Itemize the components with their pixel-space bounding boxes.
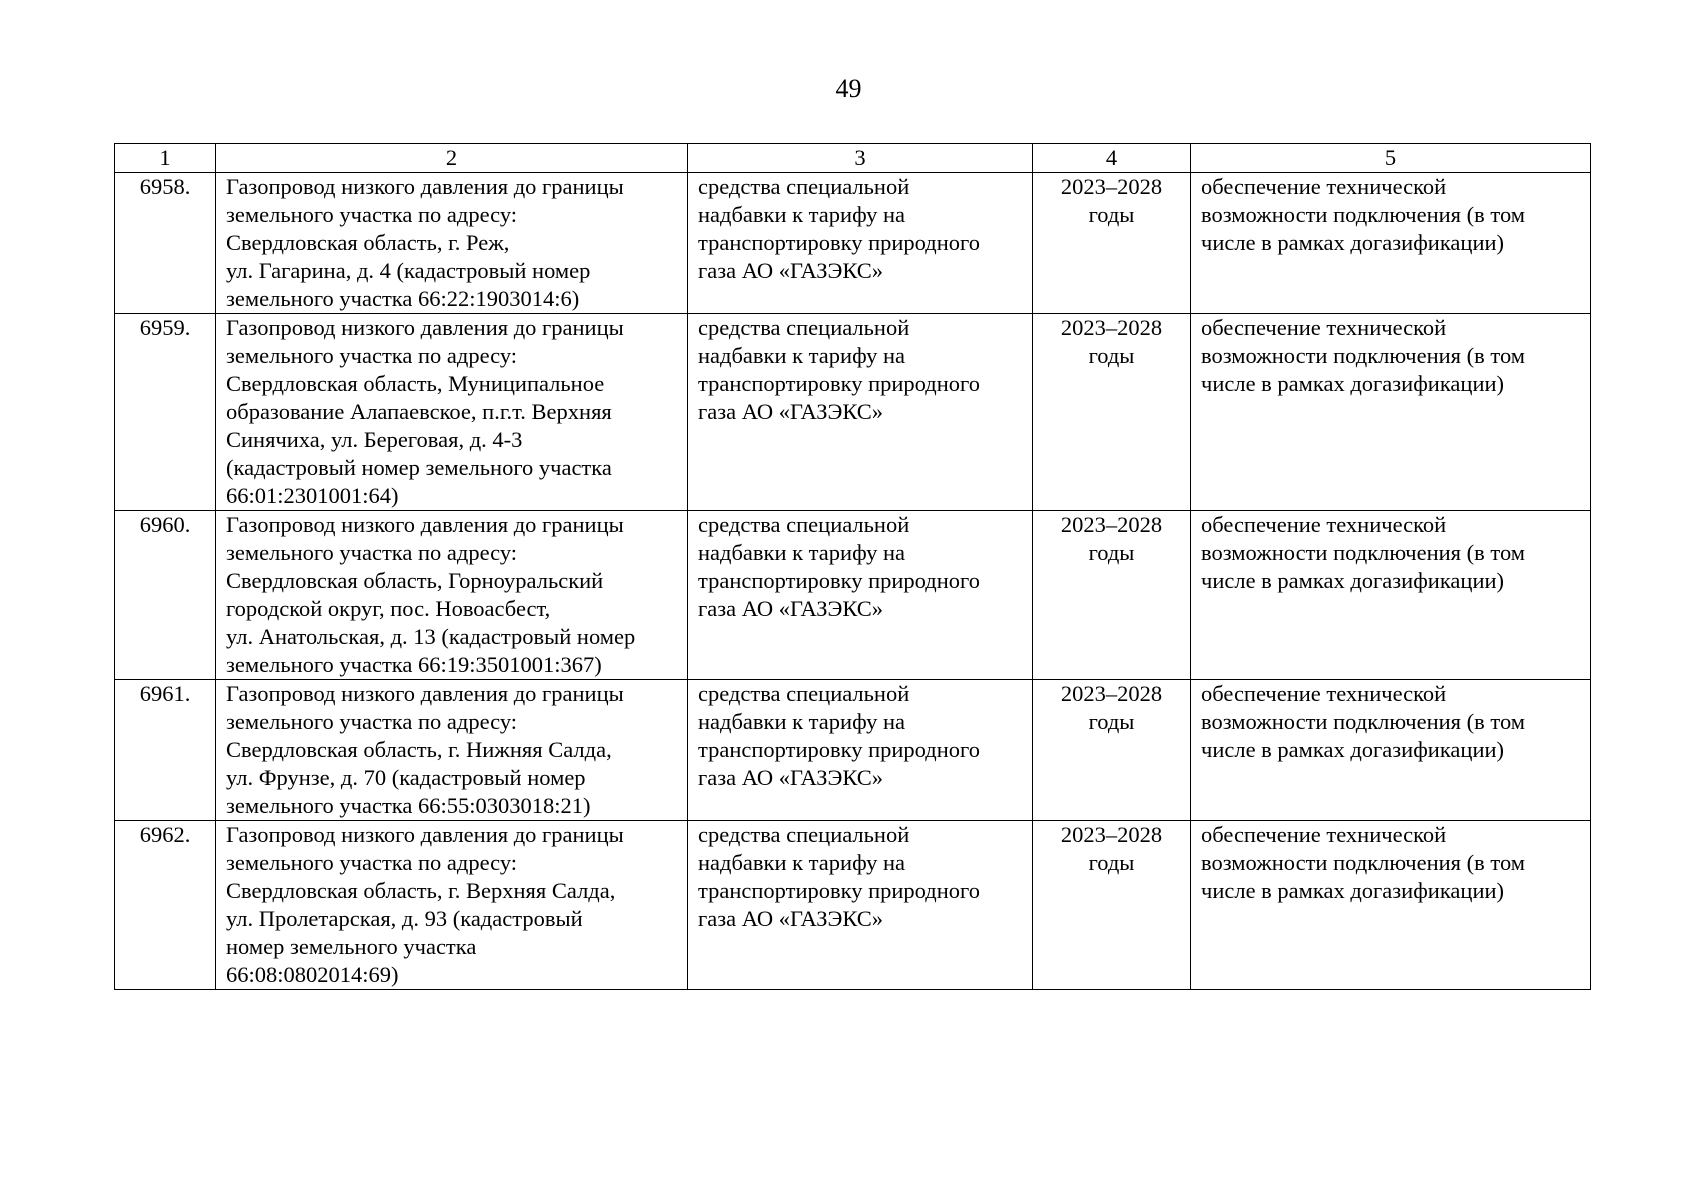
- purpose: обеспечение технической возможности подключения (в том числе в рамках догазификации): [1201, 174, 1525, 255]
- header-cell-2: 2: [216, 144, 688, 173]
- object-name: Газопровод низкого давления до границы земельного участка по адресу: Свердловская область, г. Верхняя Салда, ул. Пролетарская, д. 93 (кадастровый номер земельного участка 66:08:0802014:69): [226, 822, 624, 987]
- funding-source: средства специальной надбавки к тарифу на транспортировку природного газа АО «ГАЗЭКС»: [698, 315, 980, 424]
- object-name: Газопровод низкого давления до границы земельного участка по адресу: Свердловская область, г. Реж, ул. Гагарина, д. 4 (кадастровый номер земельного участка 66:22:1903014:6): [226, 174, 624, 311]
- term-cell: [1033, 821, 1191, 990]
- header-row: [115, 144, 1591, 173]
- table-row: [115, 821, 1591, 990]
- row-number: 6961.: [139, 681, 191, 706]
- term: 2023–2028 годы: [1060, 174, 1163, 227]
- header-cell-4: 4: [1033, 144, 1191, 173]
- funding-source: средства специальной надбавки к тарифу на транспортировку природного газа АО «ГАЗЭКС»: [698, 174, 980, 283]
- purpose-cell: [1191, 314, 1591, 511]
- header-cell-3: 3: [688, 144, 1033, 173]
- row-number-cell: [115, 680, 216, 821]
- funding-source: средства специальной надбавки к тарифу на транспортировку природного газа АО «ГАЗЭКС»: [698, 512, 980, 621]
- funding-source: средства специальной надбавки к тарифу на транспортировку природного газа АО «ГАЗЭКС»: [698, 822, 980, 931]
- purpose: обеспечение технической возможности подключения (в том числе в рамках догазификации): [1201, 512, 1525, 593]
- table-row: [115, 511, 1591, 680]
- term: 2023–2028 годы: [1060, 822, 1163, 875]
- object-name-cell: [216, 314, 688, 511]
- header-cell-5: 5: [1191, 144, 1591, 173]
- object-name-cell: [216, 511, 688, 680]
- funding-source-cell: [688, 314, 1033, 511]
- purpose-cell: [1191, 821, 1591, 990]
- object-name-cell: [216, 680, 688, 821]
- object-name-cell: [216, 173, 688, 314]
- row-number: 6960.: [139, 512, 191, 537]
- investment-table: [114, 143, 1591, 990]
- object-name: Газопровод низкого давления до границы земельного участка по адресу: Свердловская область, г. Нижняя Салда, ул. Фрунзе, д. 70 (кадастровый номер земельного участка 66:55:0303018:21): [226, 681, 624, 818]
- term-cell: [1033, 680, 1191, 821]
- term: 2023–2028 годы: [1060, 315, 1163, 368]
- row-number-cell: [115, 173, 216, 314]
- row-number-cell: [115, 821, 216, 990]
- purpose-cell: [1191, 511, 1591, 680]
- funding-source-cell: [688, 680, 1033, 821]
- table-row: [115, 680, 1591, 821]
- funding-source-cell: [688, 511, 1033, 680]
- page-number: 49: [835, 74, 862, 103]
- table-row: [115, 173, 1591, 314]
- funding-source: средства специальной надбавки к тарифу на транспортировку природного газа АО «ГАЗЭКС»: [698, 681, 980, 790]
- row-number: 6962.: [139, 822, 191, 847]
- term-cell: [1033, 173, 1191, 314]
- object-name-cell: [216, 821, 688, 990]
- funding-source-cell: [688, 173, 1033, 314]
- purpose: обеспечение технической возможности подключения (в том числе в рамках догазификации): [1201, 315, 1525, 396]
- term-cell: [1033, 314, 1191, 511]
- purpose-cell: [1191, 173, 1591, 314]
- row-number: 6959.: [139, 315, 191, 340]
- table-row: [115, 314, 1591, 511]
- purpose-cell: [1191, 680, 1591, 821]
- object-name: Газопровод низкого давления до границы земельного участка по адресу: Свердловская область, Горноуральский городской округ, пос. Новоасбест, ул. Анатольская, д. 13 (кадастровый номер земельного участка 66:19:3501001:367): [226, 512, 636, 677]
- object-name: Газопровод низкого давления до границы земельного участка по адресу: Свердловская область, Муниципальное образование Алапаевское, п.г.т. Верхняя Синячиха, ул. Береговая, д. 4-3 (кадастровый номер земельного участка 66:01:2301001:64): [226, 315, 624, 508]
- funding-source-cell: [688, 821, 1033, 990]
- row-number-cell: [115, 314, 216, 511]
- purpose: обеспечение технической возможности подключения (в том числе в рамках догазификации): [1201, 681, 1525, 762]
- term: 2023–2028 годы: [1060, 681, 1163, 734]
- term: 2023–2028 годы: [1060, 512, 1163, 565]
- header-cell-1: 1: [115, 144, 216, 173]
- row-number-cell: [115, 511, 216, 680]
- term-cell: [1033, 511, 1191, 680]
- row-number: 6958.: [139, 174, 191, 199]
- purpose: обеспечение технической возможности подключения (в том числе в рамках догазификации): [1201, 822, 1525, 903]
